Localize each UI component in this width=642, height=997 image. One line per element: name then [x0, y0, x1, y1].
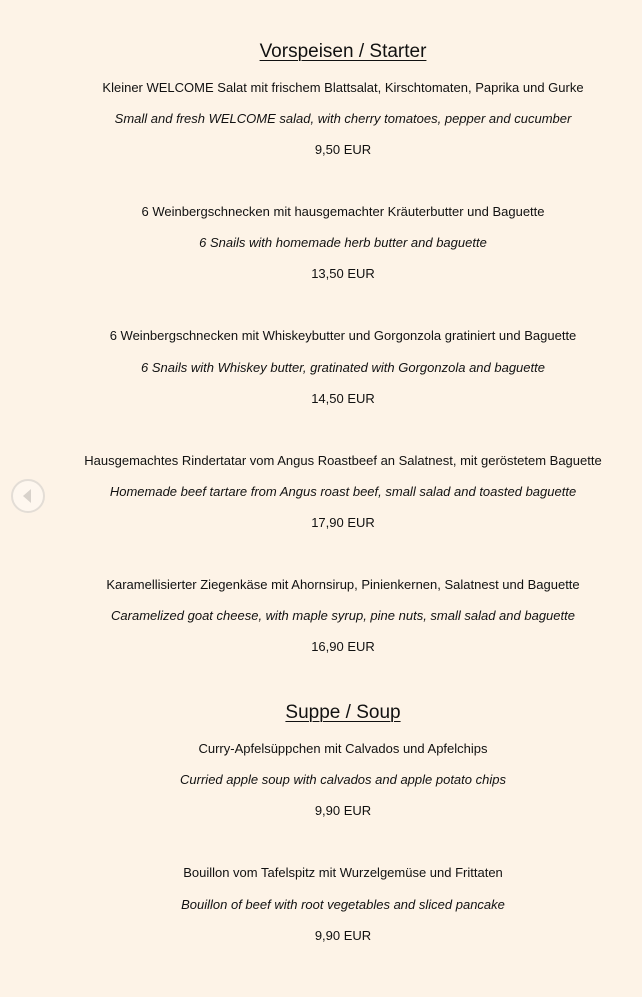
- item-price: 14,50 EUR: [311, 391, 375, 406]
- item-name-en: Small and fresh WELCOME salad, with cherry tomatoes, pepper and cucumber: [114, 111, 572, 126]
- item-price: 9,90 EUR: [314, 803, 372, 818]
- item-name-de: Kleiner WELCOME Salat mit frischem Blattsalat, Kirschtomaten, Paprika und Gurke: [102, 80, 584, 95]
- section-title-starter: Vorspeisen / Starter: [259, 41, 427, 62]
- item-name-de: Hausgemachtes Rindertatar vom Angus Roastbeef an Salatnest, mit geröstetem Baguette: [84, 453, 602, 468]
- section-title-soup: Suppe / Soup: [285, 702, 401, 723]
- item-name-en: Curried apple soup with calvados and apple potato chips: [180, 772, 506, 787]
- item-name-de: Karamellisierter Ziegenkäse mit Ahornsirup, Pinienkernen, Salatnest und Baguette: [106, 577, 580, 592]
- item-price: 9,50 EUR: [314, 142, 372, 157]
- chevron-left-icon: [13, 481, 43, 511]
- item-price: 17,90 EUR: [311, 515, 375, 530]
- item-name-de: 6 Weinbergschnecken mit hausgemachter Kräuterbutter und Baguette: [141, 204, 545, 219]
- item-name-en: 6 Snails with Whiskey butter, gratinated with Gorgonzola and baguette: [141, 360, 545, 375]
- item-price: 16,90 EUR: [311, 639, 375, 654]
- item-price: 9,90 EUR: [314, 928, 372, 943]
- item-name-en: Caramelized goat cheese, with maple syrup, pine nuts, small salad and baguette: [111, 608, 575, 623]
- prev-page-button[interactable]: [11, 479, 45, 513]
- item-name-en: Homemade beef tartare from Angus roast beef, small salad and toasted baguette: [109, 484, 577, 499]
- item-name-en: Bouillon of beef with root vegetables and sliced pancake: [181, 897, 505, 912]
- item-name-en: 6 Snails with homemade herb butter and baguette: [199, 235, 487, 250]
- item-name-de: Curry-Apfelsüppchen mit Calvados und Apfelchips: [198, 741, 488, 756]
- item-price: 13,50 EUR: [311, 266, 375, 281]
- item-name-de: 6 Weinbergschnecken mit Whiskeybutter und Gorgonzola gratiniert und Baguette: [109, 328, 577, 343]
- item-name-de: Bouillon vom Tafelspitz mit Wurzelgemüse und Frittaten: [183, 865, 503, 880]
